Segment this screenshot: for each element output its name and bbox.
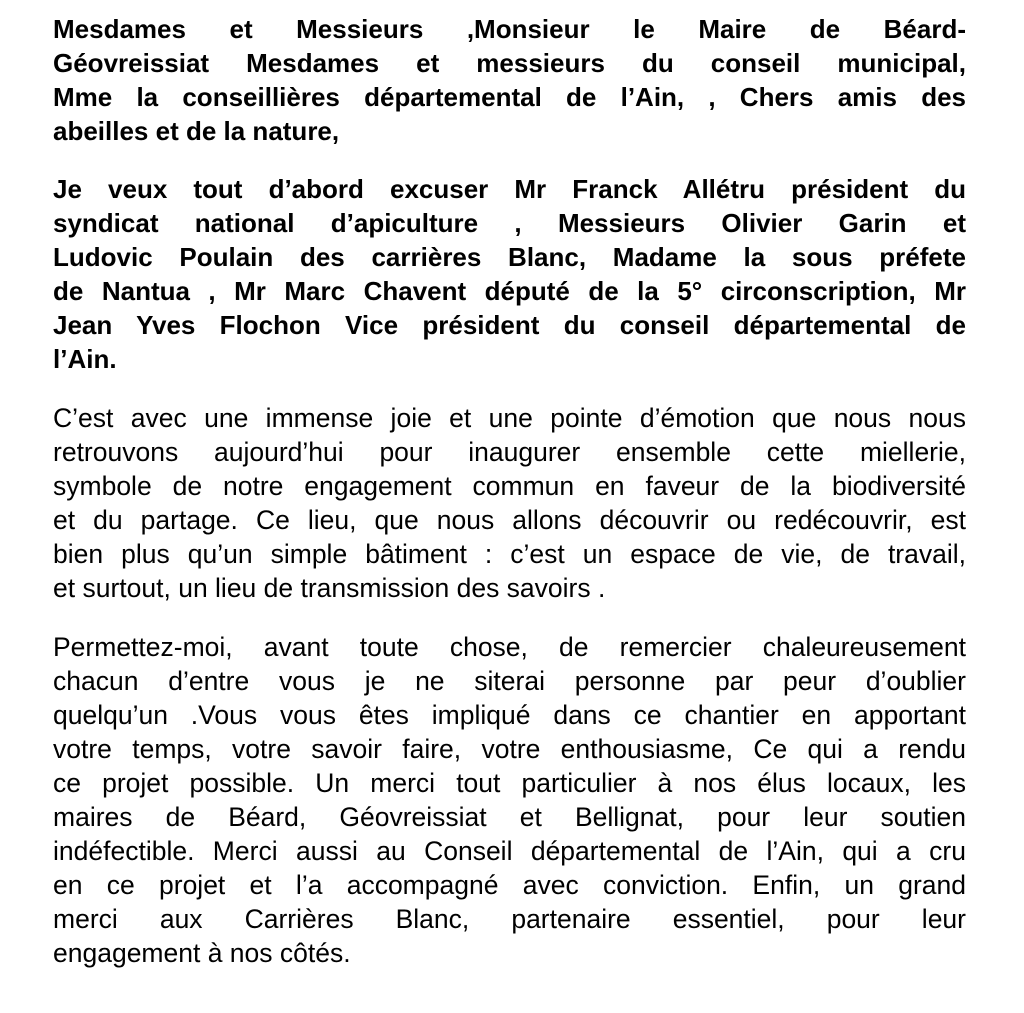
text-line: chacun d’entre vous je ne siterai personne par peur d’oublier <box>53 666 966 696</box>
greeting-paragraph <box>53 12 966 148</box>
text-line: abeilles et de la nature, <box>53 116 340 146</box>
text-line: Mme la conseillières départemental de l’Ain, , Chers amis des <box>53 82 966 112</box>
text-line: maires de Béard, Géovreissiat et Bellignat, pour leur soutien <box>53 802 966 832</box>
text-line: et surtout, un lieu de transmission des savoirs . <box>53 573 606 603</box>
text-line: retrouvons aujourd’hui pour inaugurer ensemble cette miellerie, <box>53 437 966 467</box>
text-line: et du partage. Ce lieu, que nous allons découvrir ou redécouvrir, est <box>53 505 966 535</box>
text-line: ce projet possible. Un merci tout particulier à nos élus locaux, les <box>53 768 966 798</box>
text-line: engagement à nos côtés. <box>53 938 351 968</box>
text-line: merci aux Carrières Blanc, partenaire essentiel, pour leur <box>53 904 966 934</box>
text-line: indéfectible. Merci aussi au Conseil départemental de l’Ain, qui a cru <box>53 836 966 866</box>
paragraph-spacer <box>53 148 966 172</box>
document-page <box>53 12 966 970</box>
text-line: syndicat national d’apiculture , Messieurs Olivier Garin et <box>53 208 966 238</box>
text-line: Jean Yves Flochon Vice président du conseil départemental de <box>53 310 966 340</box>
text-line: bien plus qu’un simple bâtiment : c’est un espace de vie, de travail, <box>53 539 966 569</box>
text-line: symbole de notre engagement commun en faveur de la biodiversité <box>53 471 966 501</box>
text-line: quelqu’un .Vous vous êtes impliqué dans ce chantier en apportant <box>53 700 966 730</box>
text-line: Mesdames et Messieurs ,Monsieur le Maire de Béard- <box>53 14 966 44</box>
excuses-paragraph <box>53 172 966 376</box>
text-line: en ce projet et l’a accompagné avec conviction. Enfin, un grand <box>53 870 966 900</box>
text-line: Géovreissiat Mesdames et messieurs du conseil municipal, <box>53 48 966 78</box>
text-line: votre temps, votre savoir faire, votre enthousiasme, Ce qui a rendu <box>53 734 966 764</box>
paragraph-spacer <box>53 376 966 401</box>
text-line: C’est avec une immense joie et une pointe d’émotion que nous nous <box>53 403 966 433</box>
text-line: Ludovic Poulain des carrières Blanc, Madame la sous préfete <box>53 242 966 272</box>
text-line: de Nantua , Mr Marc Chavent député de la 5° circonscription, Mr <box>53 276 966 306</box>
thanks-paragraph <box>53 630 966 970</box>
text-line: Je veux tout d’abord excuser Mr Franck Allétru président du <box>53 174 966 204</box>
introduction-paragraph <box>53 401 966 605</box>
text-line: Permettez-moi, avant toute chose, de remercier chaleureusement <box>53 632 966 662</box>
paragraph-spacer <box>53 605 966 630</box>
text-line: l’Ain. <box>53 344 117 374</box>
